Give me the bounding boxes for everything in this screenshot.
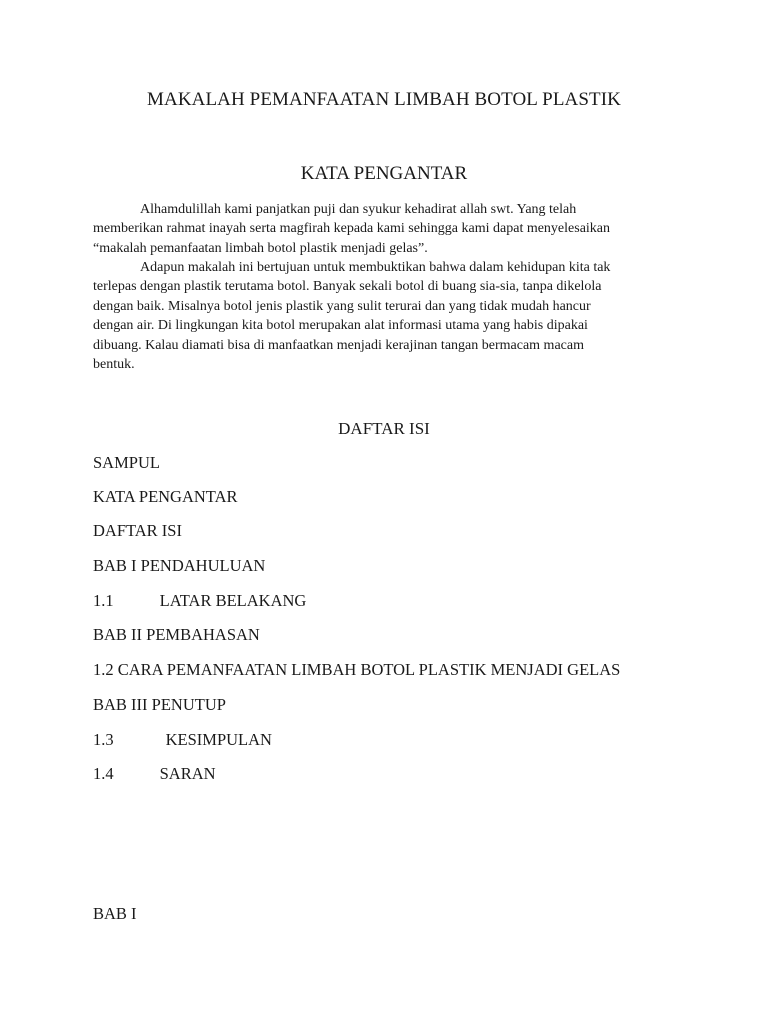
toc-item-1-4	[93, 764, 216, 784]
toc-item-bab-2	[93, 625, 260, 645]
foreword-paragraph-2	[93, 258, 673, 374]
document-title: MAKALAH PEMANFAATAN LIMBAH BOTOL PLASTIK	[147, 89, 621, 110]
toc-heading: DAFTAR ISI	[338, 419, 430, 438]
toc-item-1-2	[93, 660, 620, 680]
toc-item-bab-3	[93, 695, 226, 715]
toc-item-label: SARAN	[159, 764, 216, 783]
toc-item-number: 1.1	[93, 591, 114, 610]
toc-item-label: BAB II PEMBAHASAN	[93, 625, 260, 644]
toc-item-sampul	[93, 453, 160, 473]
toc-item-label: KATA PENGANTAR	[93, 487, 238, 506]
text-line: Adapun makalah ini bertujuan untuk membuktikan bahwa dalam kehidupan kita tak	[140, 260, 611, 275]
text-line: dengan air. Di lingkungan kita botol merupakan alat informasi utama yang habis dipakai	[93, 318, 588, 334]
text-line: memberikan rahmat inayah serta magfirah kepada kami sehingga kami dapat menyelesaikan	[93, 221, 611, 237]
text-line: terlepas dengan plastik terutama botol. Banyak sekali botol di buang sia-sia, tanpa dikelola	[93, 279, 602, 295]
toc-item-label: LATAR BELAKANG	[159, 591, 307, 610]
toc-item-label: SAMPUL	[93, 453, 160, 472]
toc-item-1-1	[93, 591, 306, 611]
toc-item-number: 1.4	[93, 764, 114, 783]
toc-item-bab-1	[93, 556, 265, 576]
toc-item-kata-pengantar	[93, 487, 238, 507]
text-line: Alhamdulillah kami panjatkan puji dan syukur kehadirat allah swt. Yang telah	[140, 202, 577, 217]
chapter-heading: BAB I	[93, 904, 137, 923]
text-line: dengan baik. Misalnya botol jenis plastik yang sulit terurai dan yang tidak mudah hancur	[93, 298, 591, 314]
toc-item-number: 1.3	[93, 730, 114, 749]
toc-item-daftar-isi	[93, 521, 182, 541]
toc-item-label: DAFTAR ISI	[93, 521, 182, 540]
text-line: dibuang. Kalau diamati bisa di manfaatkan menjadi kerajinan tangan bermacam macam	[93, 337, 584, 353]
toc-item-1-3	[93, 730, 272, 750]
toc-item-label: 1.2 CARA PEMANFAATAN LIMBAH BOTOL PLASTIK MENJADI GELAS	[93, 660, 621, 679]
toc-item-label: BAB III PENUTUP	[93, 695, 226, 714]
foreword-heading: KATA PENGANTAR	[300, 163, 468, 184]
toc-item-label: BAB I PENDAHULUAN	[93, 556, 266, 575]
text-line: bentuk.	[93, 357, 135, 373]
foreword-paragraph-1	[93, 200, 673, 258]
text-line: “makalah pemanfaatan limbah botol plastik menjadi gelas”.	[93, 240, 428, 256]
toc-item-label: KESIMPULAN	[165, 730, 272, 749]
